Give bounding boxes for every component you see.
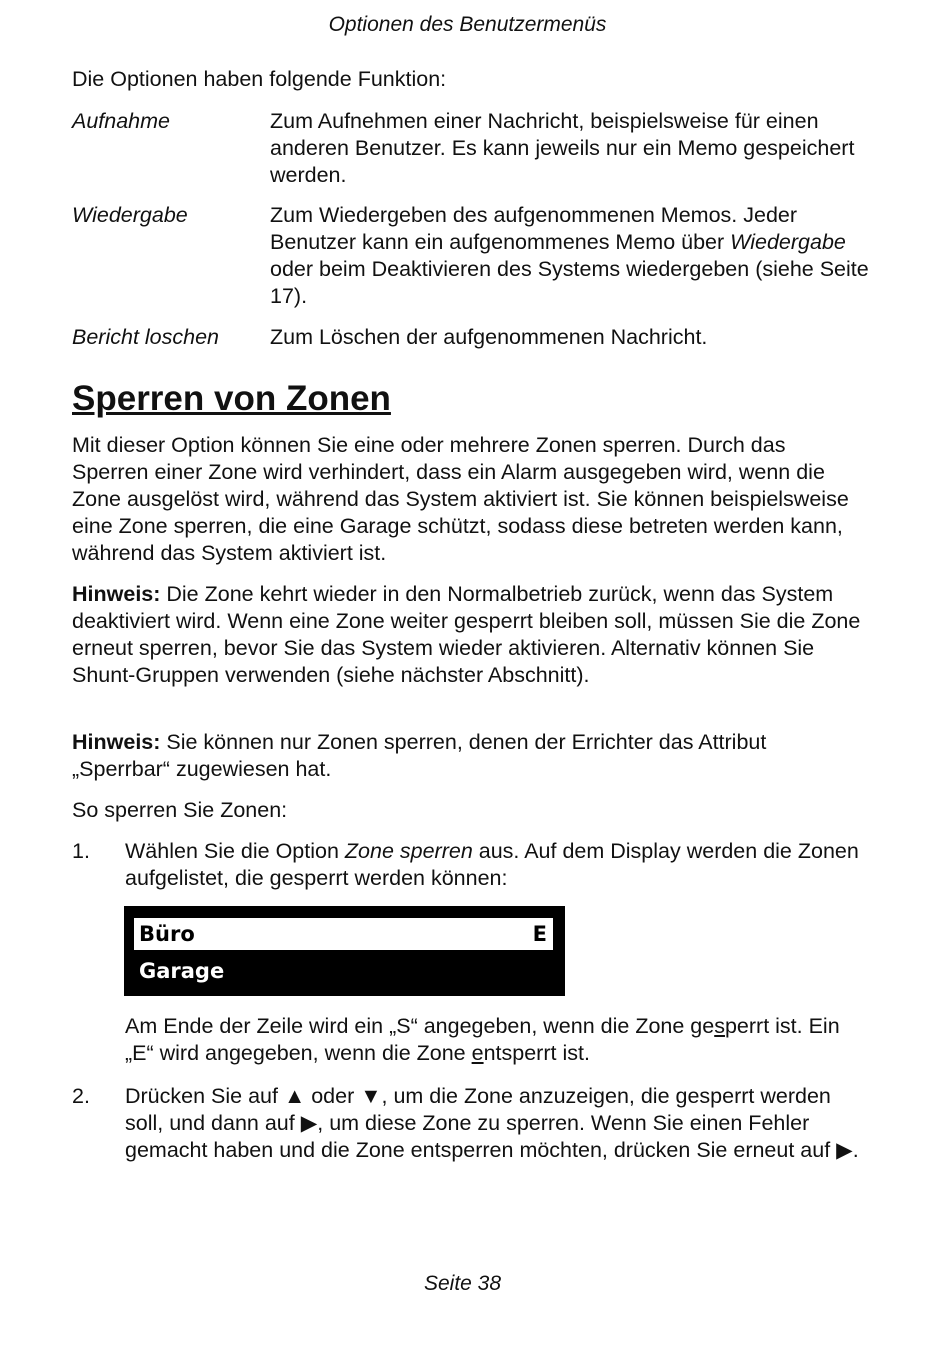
desc-emphasis: Wiedergabe	[730, 230, 846, 254]
lcd-zone-status: E	[532, 922, 547, 946]
note-text: Die Zone kehrt wieder in den Normalbetrieb zurück, wenn das System deaktiviert wird. Wenn eine Zone weiter gesperrt bleiben soll, müssen Sie die Zone erneut sperren, bevor Sie das System wieder aktivieren. Alternativ können Sie Shunt-Gruppen verwenden (siehe nächster Abschnitt).	[72, 582, 861, 687]
text: .	[852, 1138, 859, 1162]
page-footer: Seite 38	[423, 1272, 502, 1295]
steps-intro: So sperren Sie Zonen:	[72, 798, 288, 822]
definition-desc-wiedergabe	[270, 202, 870, 310]
arrow-right-icon: ▶	[836, 1138, 853, 1162]
step-1-explanation	[125, 1013, 865, 1067]
text: , um die Zone anzuzeigen, die gesperrt werden soll, und dann auf	[125, 1084, 831, 1135]
step-2-number: 2.	[72, 1084, 90, 1108]
page-header: Optionen des Benutzermenüs	[328, 13, 607, 36]
arrow-up-icon: ▲	[283, 1084, 306, 1108]
paragraph-1: Mit dieser Option können Sie eine oder mehrere Zonen sperren. Durch das Sperren einer Zone wird verhindert, dass ein Alarm ausgegeben wird, wenn die Zone ausgelöst wird, während das System aktiviert ist. Sie können beispielsweise eine Zone sperren, die eine Garage schützt, sodass diese betreten werden kann, während das System aktiviert ist.	[72, 433, 849, 565]
step-emphasis: Zone sperren	[344, 839, 473, 863]
note-text: Sie können nur Zonen sperren, denen der Errichter das Attribut „Sperrbar“ zugewiesen hat.	[72, 730, 767, 781]
text: oder	[305, 1084, 361, 1108]
text: , um diese Zone zu sperren. Wenn Sie einen Fehler gemacht haben und die Zone entsperren möchten, drücken Sie erneut auf	[125, 1111, 837, 1162]
lcd-row-selected	[134, 918, 553, 950]
definition-term-aufnahme: Aufnahme	[72, 109, 171, 133]
lcd-zone-name: Büro	[139, 922, 195, 946]
definition-desc-bericht-loschen: Zum Löschen der aufgenommenen Nachricht.	[270, 325, 708, 349]
desc-text: oder beim Deaktivieren des Systems wiedergeben (siehe Seite 17).	[270, 257, 869, 308]
text: Drücken Sie auf	[125, 1084, 284, 1108]
note-label: Hinweis:	[72, 730, 161, 754]
definition-desc-aufnahme: Zum Aufnehmen einer Nachricht, beispielsweise für einen anderen Benutzer. Es kann jeweils nur ein Memo gespeichert werden.	[270, 109, 855, 187]
step-1-number: 1.	[72, 839, 90, 863]
note-1	[72, 581, 862, 689]
step-text: Wählen Sie die Option	[125, 839, 345, 863]
arrow-right-icon: ▶	[300, 1111, 318, 1135]
definition-term-bericht-loschen: Bericht loschen	[72, 325, 219, 349]
definition-term-wiedergabe: Wiedergabe	[72, 203, 188, 227]
intro-text: Die Optionen haben folgende Funktion:	[72, 67, 447, 91]
desc-text: Zum Wiedergeben des aufgenommenen Memos. Jeder Benutzer kann ein aufgenommenes Memo über	[270, 203, 798, 254]
underlined-letter: e	[471, 1041, 484, 1065]
lcd-display	[124, 906, 565, 996]
underlined-letter: s	[714, 1014, 725, 1038]
lcd-row: Garage	[139, 959, 225, 983]
note-2	[72, 729, 862, 783]
step-1-text	[125, 838, 865, 892]
section-title: Sperren von Zonen	[72, 379, 391, 418]
text: Am Ende der Zeile wird ein „S“ angegeben, wenn die Zone ge	[125, 1014, 715, 1038]
text: ntsperrt ist.	[483, 1041, 590, 1065]
text: perrt ist. Ein „E“ wird angegeben, wenn die Zone	[125, 1014, 840, 1065]
step-2-text	[125, 1083, 865, 1164]
arrow-down-icon: ▼	[360, 1084, 382, 1108]
note-label: Hinweis:	[72, 582, 161, 606]
step-text: aus. Auf dem Display werden die Zonen aufgelistet, die gesperrt werden können:	[125, 839, 859, 890]
